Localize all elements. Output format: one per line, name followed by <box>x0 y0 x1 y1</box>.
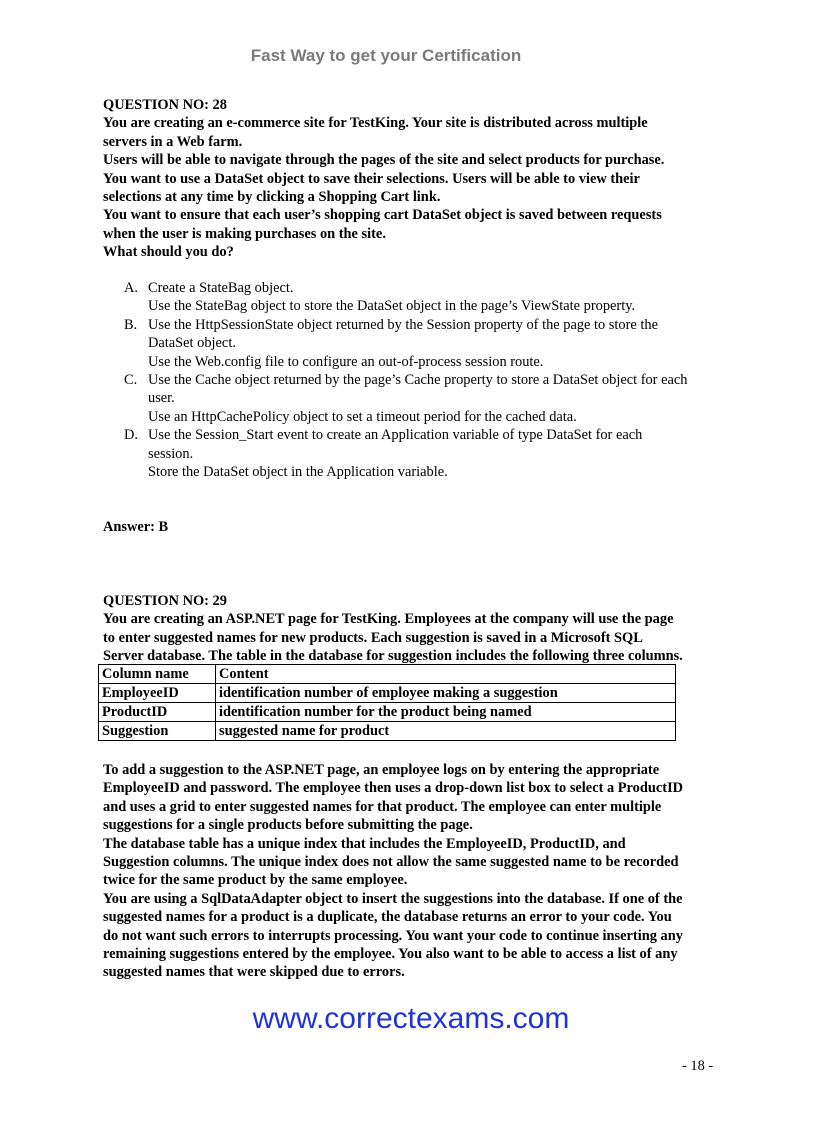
question-text-line: You are creating an e-commerce site for TestKing. Your site is distributed across multiple <box>103 115 648 132</box>
answer-label: Answer: B <box>103 519 169 535</box>
question-heading: QUESTION NO: 29 <box>103 593 227 609</box>
question-text-line: The database table has a unique index that includes the EmployeeID, ProductID, and <box>103 835 626 852</box>
question-text-line: twice for the same product by the same employee. <box>103 872 408 889</box>
table-header-row <box>99 665 676 684</box>
table-row <box>99 722 676 741</box>
table-cell: suggested name for product <box>216 722 676 741</box>
question-text-line: You are creating an ASP.NET page for TestKing. Employees at the company will use the page <box>103 611 674 628</box>
question-text-line: What should you do? <box>103 244 234 261</box>
question-text-line: do not want such errors to interrupts processing. You want your code to continue inserting any <box>103 927 683 944</box>
table-cell: Suggestion <box>99 722 216 741</box>
question-text-line: Users will be able to navigate through the pages of the site and select products for purchase. <box>103 152 665 169</box>
question-29-details <box>103 761 728 982</box>
question-text-line: suggested names that were skipped due to errors. <box>103 964 405 981</box>
question-text-line: suggested names for a product is a duplicate, the database returns an error to your code. You <box>103 909 672 926</box>
option-letter: A. <box>124 280 138 296</box>
page-header-title: Fast Way to get your Certification <box>250 46 522 65</box>
question-text-line: EmployeeID and password. The employee then uses a drop-down list box to select a ProductID <box>103 780 684 797</box>
table-row <box>99 684 676 703</box>
page-number: - 18 - <box>682 1058 714 1074</box>
table-cell: identification number for the product being named <box>216 703 676 722</box>
question-text-line: servers in a Web farm. <box>103 133 243 150</box>
option-letter: D. <box>124 427 138 444</box>
option-text-line: user. <box>148 390 175 407</box>
option-text-line: Store the DataSet object in the Application variable. <box>148 464 448 481</box>
question-text-line: when the user is making purchases on the site. <box>103 225 386 242</box>
option-c <box>124 371 724 426</box>
table-cell: ProductID <box>99 703 216 722</box>
question-text-line: You want to use a DataSet object to save their selections. Users will be able to view their <box>103 170 640 187</box>
table-header-cell: Column name <box>99 665 216 684</box>
option-text-line: Use the Session_Start event to create an Application variable of type DataSet for each <box>148 427 643 444</box>
question-text-line: remaining suggestions entered by the employee. You also want to be able to access a list of any <box>103 946 678 963</box>
question-heading: QUESTION NO: 28 <box>103 97 227 113</box>
option-text-line: Use the Cache object returned by the page’s Cache property to store a DataSet object for each <box>148 372 688 389</box>
table-row <box>99 703 676 722</box>
question-28 <box>103 96 728 262</box>
option-text-line: session. <box>148 445 194 462</box>
question-text-line: You are using a SqlDataAdapter object to insert the suggestions into the database. If one of the <box>103 890 683 907</box>
option-letter: B. <box>124 316 138 333</box>
option-text-line: Use the StateBag object to store the DataSet object in the page’s ViewState property. <box>148 298 636 315</box>
option-text-line: DataSet object. <box>148 335 236 352</box>
table-header-cell: Content <box>216 665 676 684</box>
question-text-line: and uses a grid to enter suggested names for that product. The employee can enter multiple <box>103 798 662 815</box>
question-text-line: To add a suggestion to the ASP.NET page, an employee logs on by entering the appropriate <box>103 762 660 778</box>
question-text-line: Server database. The table in the database for suggestion includes the following three columns. <box>103 648 683 665</box>
table-cell: identification number of employee making a suggestion <box>216 684 676 703</box>
question-text-line: Suggestion columns. The unique index does not allow the same suggested name to be recorded <box>103 854 679 871</box>
option-text-line: Use an HttpCachePolicy object to set a timeout period for the cached data. <box>148 408 577 425</box>
option-a <box>124 279 724 316</box>
option-text-line: Create a StateBag object. <box>148 280 294 296</box>
table-cell: EmployeeID <box>99 684 216 703</box>
option-d <box>124 426 724 481</box>
question-text-line: to enter suggested names for new products. Each suggestion is saved in a Microsoft SQL <box>103 629 643 646</box>
question-text-line: suggestions for a single products before submitting the page. <box>103 817 473 834</box>
option-text-line: Use the Web.config file to configure an out-of-process session route. <box>148 353 544 370</box>
question-text-line: selections at any time by clicking a Shopping Cart link. <box>103 189 441 206</box>
answer-options-list <box>124 279 724 481</box>
question-text-line: You want to ensure that each user’s shopping cart DataSet object is saved between requests <box>103 207 662 224</box>
question-29 <box>103 592 728 666</box>
option-text-line: Use the HttpSessionState object returned by the Session property of the page to store the <box>148 316 658 333</box>
columns-table <box>98 664 676 741</box>
option-letter: C. <box>124 372 138 389</box>
footer-website-link[interactable]: www.correctexams.com <box>252 1002 570 1035</box>
option-b <box>124 316 724 371</box>
